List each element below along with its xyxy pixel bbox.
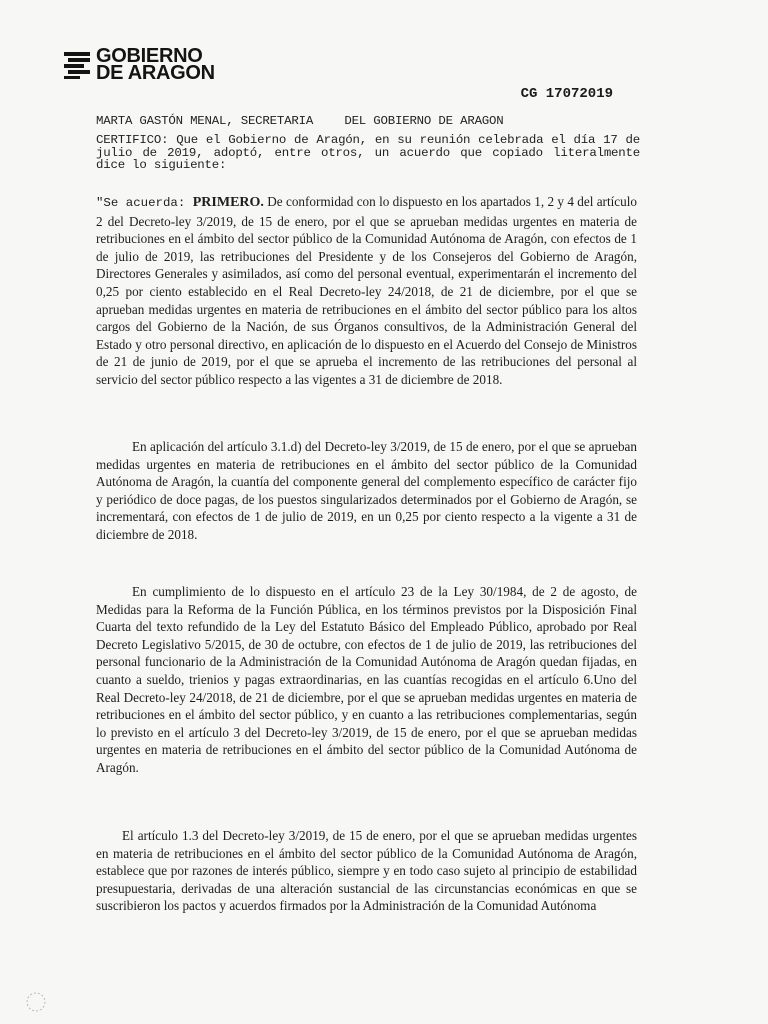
paragraph-4: El artículo 1.3 del Decreto-ley 3/2019, de 15 de enero, por el que se aprueban medidas urgentes en materia de retribuciones en el ámbito del sector público de la Comunidad Autónoma de Aragón, establece que por razones de interés público, siempre y en todo caso sujeto al principio de estabilidad presupuestaria, derivadas de una alteración sustancial de las circunstancias económicas en que se suscribieron los pactos y acuerdos firmados por la Administración de la Comunidad Autónoma (96, 828, 637, 914)
logo-line-2: DE ARAGON (96, 62, 215, 84)
scan-mark-icon (24, 990, 48, 1014)
paragraph-primero (96, 193, 637, 389)
logo-line-1: GOBIERNO (96, 45, 203, 67)
gobierno-aragon-logo (62, 44, 242, 88)
paragraph-1-text: De conformidad con lo dispuesto en los apartados 1, 2 y 4 del artículo 2 del Decreto-ley 3/2019, de 15 de enero, por el que se aprueban medidas urgentes en materia de retribuciones en el ámbito del sector público de la Comunidad Autónoma de Aragón, con efectos de 1 de julio de 2019, las retribuciones del Presidente y de los Consejeros del Gobierno de Aragón, Directores Generales y asimilados, así como del personal eventual, experimentarán el incremento del 0,25 por ciento establecido en el Real Decreto-ley 24/2018, de 21 de diciembre, por el que se aprueban medidas urgentes en materia de retribuciones en el ámbito del sector público para los altos cargos del Gobierno de la Nación, de sus Órganos consultivos, de la Administración General del Estado y otro personal directivo, en aplicación de lo dispuesto en el Acuerdo del Consejo de Ministros de 21 de junio de 2019, por el que se aprueba el incremento de las retribuciones del personal al servicio del sector público respecto a las vigentes a 31 de diciembre de 2018. (96, 194, 637, 387)
paragraph-3: En cumplimiento de lo dispuesto en el artículo 23 de la Ley 30/1984, de 2 de agosto, de Medidas para la Reforma de la Función Pública, en los términos previstos por la Disposición Final Cuarta del texto refundido de la Ley del Estatuto Básico del Empleado Público, aprobado por Real Decreto Legislativo 5/2015, de 30 de octubre, con efectos de 1 de julio de 2019, las retribuciones del personal funcionario de la Administración de la Comunidad Autónoma de Aragón quedan fijadas, en cuanto a sueldo, trienios y pagas extraordinarias, en las cuantías recogidas en el artículo 6.Uno del Real Decreto-ley 24/2018, de 21 de diciembre, por el que se aprueban medidas urgentes en materia de retribuciones en el ámbito del sector público, y en cuanto a las retribuciones complementarias, según lo previsto en el artículo 3 del Decreto-ley 3/2019, de 15 de enero, por el que se aprueban medidas urgentes en materia de retribuciones en el ámbito del sector público de la Comunidad Autónoma de Aragón. (96, 584, 637, 775)
signer-role: DEL GOBIERNO DE ARAGON (344, 114, 504, 128)
agreement-heading: PRIMERO. (192, 195, 264, 210)
certification-text: CERTIFICO: Que el Gobierno de Aragón, en su reunión celebrada el día 17 de julio de 2019, adoptó, entre otros, un acuerdo que copiado literalmente dice lo siguiente: (96, 133, 640, 172)
agreement-lead: "Se acuerda: (96, 196, 193, 210)
paragraph-2: En aplicación del artículo 3.1.d) del Decreto-ley 3/2019, de 15 de enero, por el que se aprueban medidas urgentes en materia de retribuciones en el ámbito del sector público de la Comunidad Autónoma de Aragón, la cuantía del componente general del complemento específico de carácter fijo y periódico de doce pagas, de los puestos singularizados determinados por el Gobierno de Aragón, se incrementará, con efectos de 1 de julio de 2019, en un 0,25 por ciento respecto a la vigente a 31 de diciembre de 2018. (96, 439, 637, 542)
signer-line (96, 114, 504, 128)
aragon-emblem-icon (62, 50, 92, 80)
document-reference: CG 17072019 (520, 86, 613, 102)
logo-wordmark (96, 45, 215, 84)
signer-name: MARTA GASTÓN MENAL, SECRETARIA (96, 114, 314, 128)
